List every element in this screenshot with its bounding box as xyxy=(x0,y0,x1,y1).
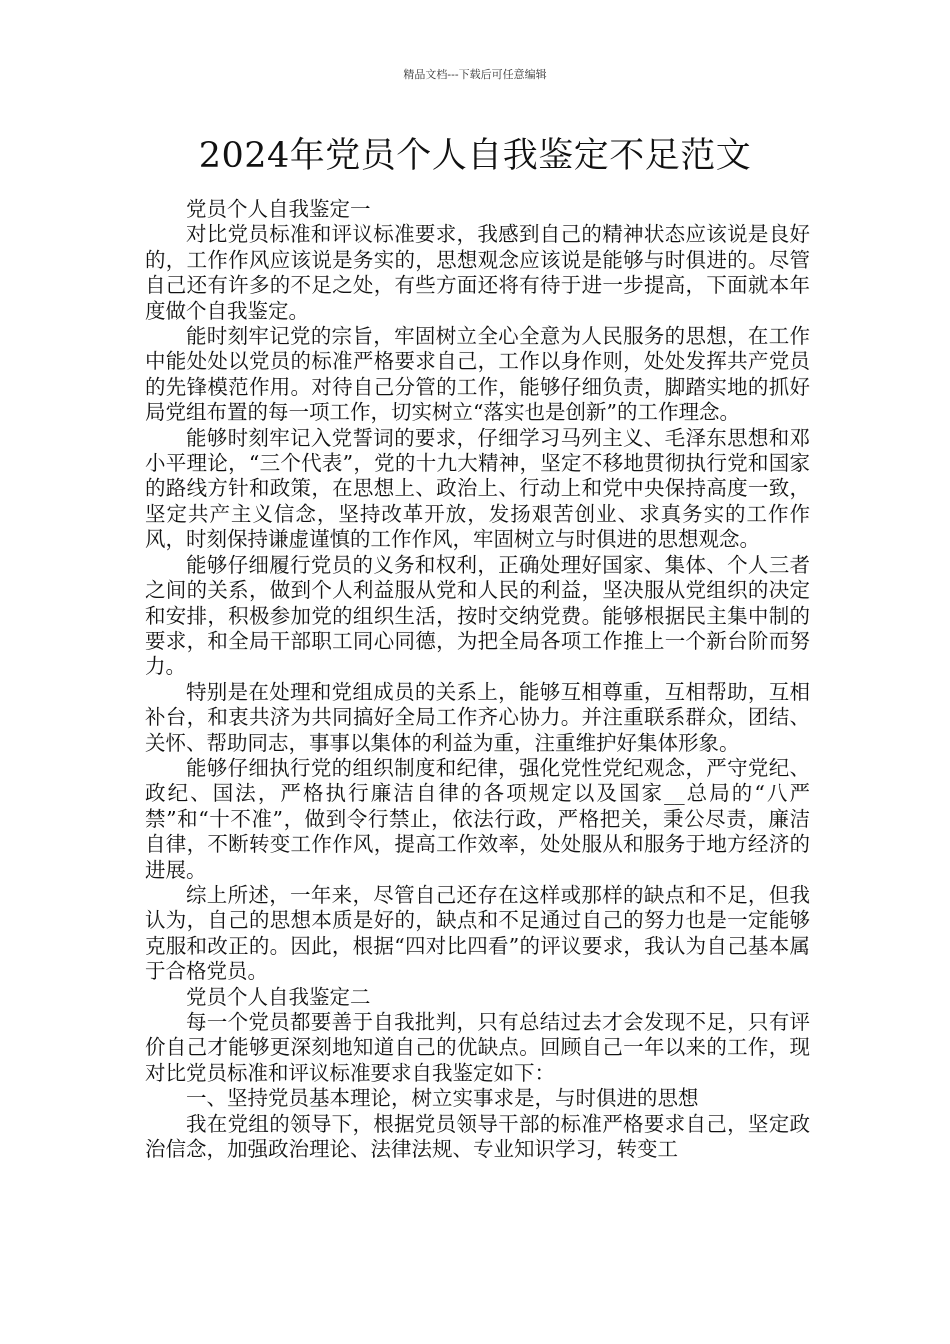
paragraph: 特别是在处理和党组成员的关系上，能够互相尊重，互相帮助，互相补台，和衷共济为共同搞好全局工作齐心协力。并注重联系群众，团结、关怀、帮助同志，事事以集体的利益为重，注重维护好集体形象。 xyxy=(145,679,810,755)
paragraph: 能够仔细执行党的组织制度和纪律，强化党性党纪观念，严守党纪、政纪、国法，严格执行廉洁自律的各项规定以及国家__总局的“八严禁”和“十不准”，做到令行禁止，依法行政，严格把关，秉公尽责，廉洁自律，不断转变工作作风，提高工作效率，处处服从和服务于地方经济的进展。 xyxy=(145,755,810,882)
section-heading: 党员个人自我鉴定一 xyxy=(186,197,371,221)
paragraph: 能时刻牢记党的宗旨，牢固树立全心全意为人民服务的思想，在工作中能处处以党员的标准严格要求自己，工作以身作则，处处发挥共产党员的先锋模范作用。对待自己分管的工作，能够仔细负责，脚踏实地的抓好局党组布置的每一项工作，切实树立“落实也是创新”的工作理念。 xyxy=(145,324,810,425)
paragraph: 我在党组的领导下，根据党员领导干部的标准严格要求自己，坚定政治信念，加强政治理论、法律法规、专业知识学习，转变工 xyxy=(145,1111,810,1162)
section-heading: 党员个人自我鉴定二 xyxy=(186,984,371,1009)
subheading: 一、坚持党员基本理论，树立实事求是，与时俱进的思想 xyxy=(186,1086,699,1111)
paragraph: 能够时刻牢记入党誓词的要求，仔细学习马列主义、毛泽东思想和邓小平理论，“三个代表”，党的十九大精神，坚定不移地贯彻执行党和国家的路线方针和政策，在思想上、政治上、行动上和党中央保持高度一致，坚定共产主义信念，坚持改革开放，发扬艰苦创业、求真务实的工作作风，时刻保持谦虚谨慎的工作作风，牢固树立与时俱进的思想观念。 xyxy=(145,425,810,552)
paragraph: 综上所述，一年来，尽管自己还存在这样或那样的缺点和不足，但我认为，自己的思想本质是好的，缺点和不足通过自己的努力也是一定能够克服和改正的。因此，根据“四对比四看”的评议要求，我认为自己基本属于合格党员。 xyxy=(145,882,810,984)
document-title: 2024年党员个人自我鉴定不足范文 xyxy=(198,136,752,176)
paragraph: 对比党员标准和评议标准要求，我感到自己的精神状态应该说是良好的，工作作风应该说是务实的，思想观念应该说是能够与时俱进的。尽管自己还有许多的不足之处，有些方面还将有待于进一步提高，下面就本年度做个自我鉴定。 xyxy=(145,222,810,323)
paragraph: 能够仔细履行党员的义务和权利，正确处理好国家、集体、个人三者之间的关系，做到个人利益服从党和人民的利益，坚决服从党组织的决定和安排，积极参加党的组织生活，按时交纳党费。能够根据民主集中制的要求，和全局干部职工同心同德，为把全局各项工作推上一个新台阶而努力。 xyxy=(145,552,810,679)
header-note: 精品文档---下载后可任意编辑 xyxy=(403,68,547,81)
document-body xyxy=(145,197,810,1162)
paragraph: 每一个党员都要善于自我批判，只有总结过去才会发现不足，只有评价自己才能够更深刻地知道自己的优缺点。回顾自己一年以来的工作，现对比党员标准和评议标准要求自我鉴定如下： xyxy=(145,1010,810,1085)
